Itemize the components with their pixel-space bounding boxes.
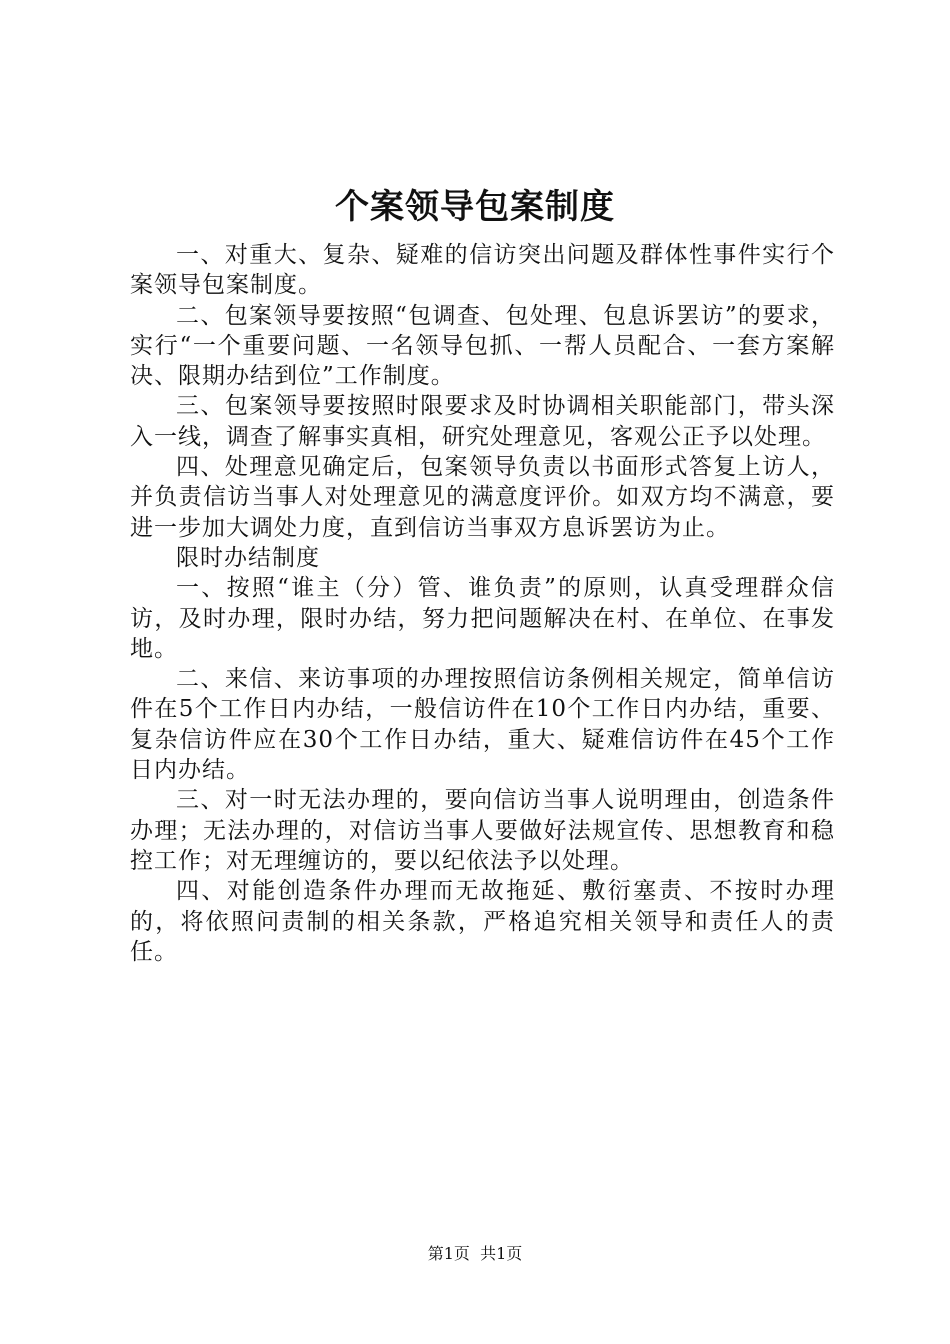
document-body (130, 240, 835, 967)
document-title: 个案领导包案制度 (335, 187, 615, 227)
page-footer (0, 1243, 950, 1265)
paragraph: 三、对一时无法办理的，要向信访当事人说明理由，创造条件办理；无法办理的，对信访当事人要做好法规宣传、思想教育和稳控工作；对无理缠访的，要以纪依法予以处理。 (130, 787, 835, 874)
paragraph: 二、来信、来访事项的办理按照信访条例相关规定，简单信访件在5个工作日内办结，一般信访件在10个工作日内办结，重要、复杂信访件应在30个工作日办结，重大、疑难信访件在45个工作日内办结。 (130, 666, 835, 784)
paragraph: 二、包案领导要按照“包调查、包处理、包息诉罢访”的要求，实行“一个重要问题、一名领导包抓、一帮人员配合、一套方案解决、限期办结到位”工作制度。 (130, 302, 835, 390)
page-number: 第1页 共1页 (427, 1244, 523, 1263)
paragraph: 一、按照“谁主（分）管、谁负责”的原则，认真受理群众信访，及时办理，限时办结，努力把问题解决在村、在单位、在事发地。 (130, 575, 835, 662)
paragraph: 四、对能创造条件办理而无故拖延、敷衍塞责、不按时办理的，将依照问责制的相关条款，严格追究相关领导和责任人的责任。 (130, 878, 835, 965)
paragraph: 四、处理意见确定后，包案领导负责以书面形式答复上访人，并负责信访当事人对处理意见的满意度评价。如双方均不满意，要进一步加大调处力度，直到信访当事双方息诉罢访为止。 (130, 454, 835, 541)
paragraph: 三、包案领导要按照时限要求及时协调相关职能部门，带头深入一线，调查了解事实真相，研究处理意见，客观公正予以处理。 (130, 393, 835, 450)
paragraph: 一、对重大、复杂、疑难的信访突出问题及群体性事件实行个案领导包案制度。 (130, 242, 835, 299)
section-heading: 限时办结制度 (176, 544, 320, 571)
